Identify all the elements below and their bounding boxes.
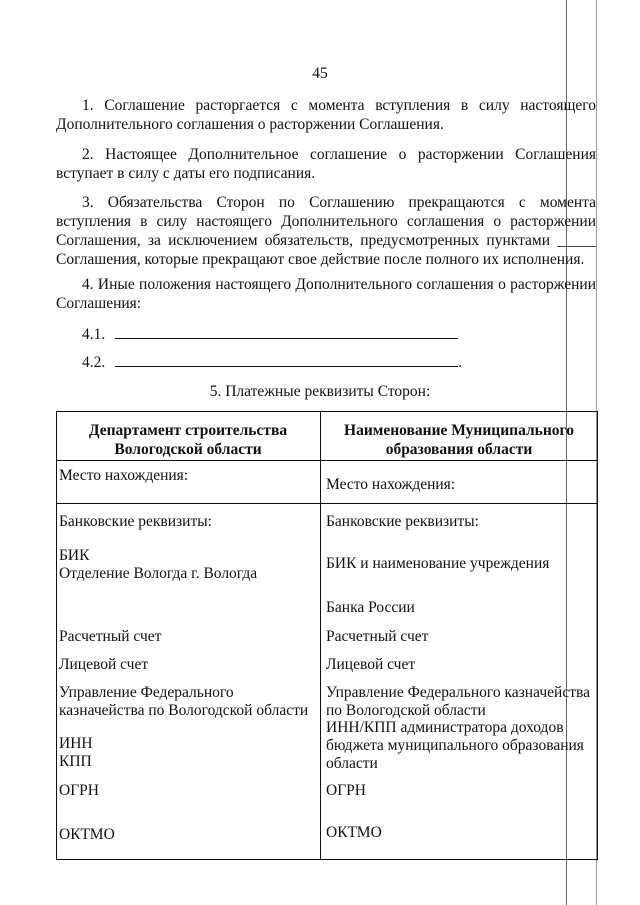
item-label: 4.2.	[82, 354, 106, 371]
right-bank-details: Банковские реквизиты:	[326, 513, 479, 530]
paragraph-text: 1. Соглашение расторгается с момента вступления в силу настоящего Дополнительного соглашения о расторжении Соглашения.	[56, 97, 596, 133]
right-bik: БИК и наименование учреждения	[326, 555, 550, 572]
paragraph-1	[56, 96, 596, 134]
paragraph-4	[56, 275, 596, 313]
item-4-1	[82, 324, 458, 344]
paragraph-text: 2. Настоящее Дополнительное соглашение о расторжении Соглашения вступает в силу с даты его подписания.	[56, 146, 596, 182]
right-account: Расчетный счет	[326, 628, 429, 645]
right-ogrn: ОГРН	[326, 782, 366, 799]
item-end: .	[458, 354, 462, 371]
page-number: 45	[312, 65, 328, 82]
table-divider-horizontal	[56, 460, 598, 461]
right-location: Место нахождения:	[326, 476, 456, 493]
left-personal-account: Лицевой счет	[59, 656, 149, 673]
right-column-header: Наименование Муниципального образования области	[344, 422, 574, 458]
left-oktmo: ОКТМО	[59, 826, 115, 843]
left-column-header: Департамент строительства Вологодской области	[88, 422, 288, 458]
right-personal-account: Лицевой счет	[326, 656, 416, 673]
item-4-2	[82, 352, 462, 372]
item-label: 4.1.	[82, 326, 106, 343]
right-inn-kpp: ИНН/КПП администратора доходов бюджета муниципального образования области	[326, 719, 584, 772]
left-inn: ИНН	[59, 735, 93, 752]
fill-in-blank	[115, 352, 458, 367]
right-bank-russia: Банка России	[326, 599, 415, 616]
paragraph-3	[56, 193, 596, 269]
left-kpp: КПП	[59, 753, 92, 770]
paragraph-2	[56, 145, 596, 183]
paragraph-text: 3. Обязательства Сторон по Соглашению прекращаются с момента вступления в силу настоящего Дополнительного соглашения о расторжении Соглашения, за исключением обязательств, предусмотренных пунктами _____ Соглашения, которые прекращают свое действие после полного их исполнения.	[56, 194, 596, 268]
table-divider-vertical	[320, 411, 321, 860]
left-ogrn: ОГРН	[59, 782, 99, 799]
paragraph-text: 4. Иные положения настоящего Дополнительного соглашения о расторжении Соглашения:	[56, 276, 596, 312]
left-treasury: Управление Федерального казначейства по Вологодской области	[59, 684, 309, 719]
left-branch: Отделение Вологда г. Вологда	[59, 565, 258, 582]
left-location: Место нахождения:	[59, 467, 189, 484]
fill-in-blank	[115, 324, 458, 339]
table-title: 5. Платежные реквизиты Сторон:	[209, 383, 431, 400]
left-bank-details: Банковские реквизиты:	[59, 513, 212, 530]
right-treasury: Управление Федерального казначейства по Вологодской области	[326, 684, 590, 719]
right-oktmo: ОКТМО	[326, 824, 382, 841]
table-divider-horizontal	[56, 503, 598, 504]
left-bik: БИК	[59, 547, 90, 564]
left-account: Расчетный счет	[59, 628, 162, 645]
